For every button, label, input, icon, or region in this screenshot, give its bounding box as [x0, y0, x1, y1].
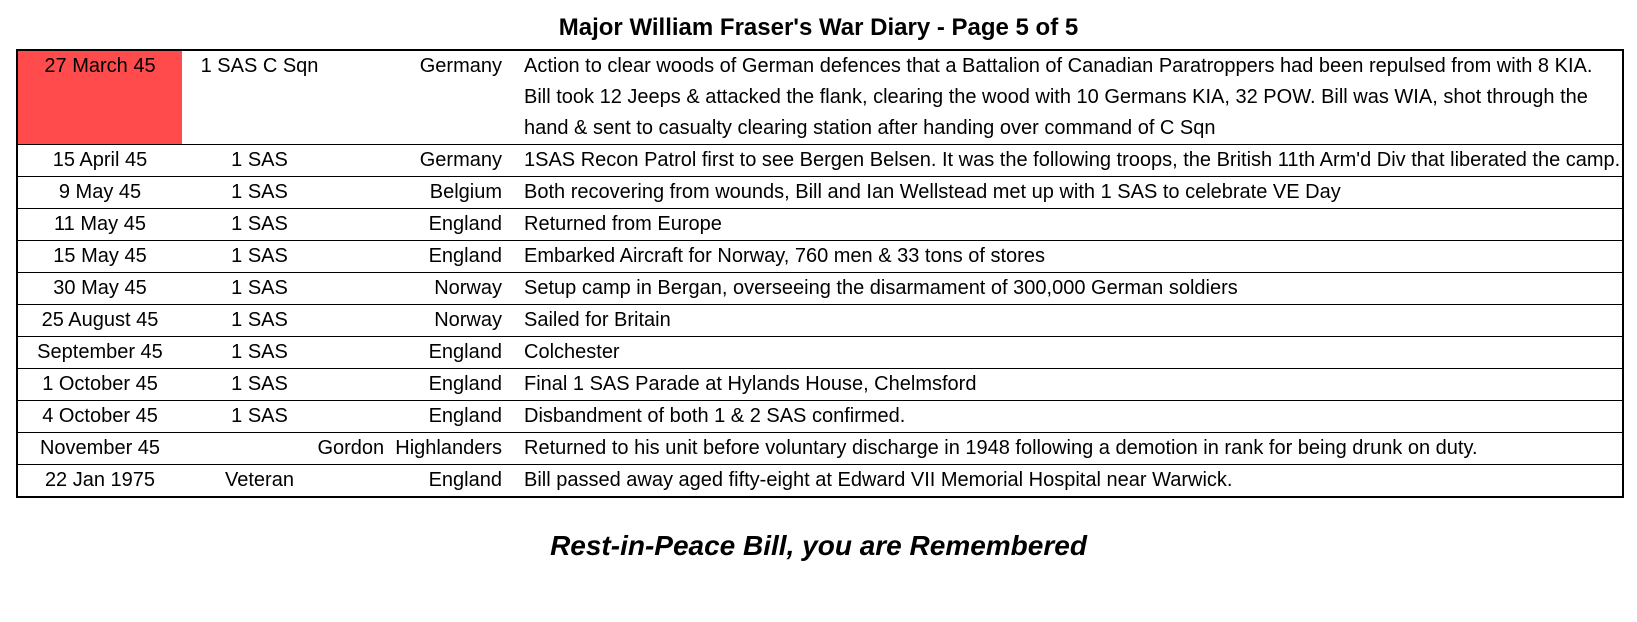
description-cell: Setup camp in Bergan, overseeing the disarmament of 300,000 German soldiers: [524, 277, 1238, 299]
location-cell: England: [428, 469, 502, 491]
description-cell: Final 1 SAS Parade at Hylands House, Chelmsford: [524, 373, 977, 395]
location-cell: Norway: [434, 277, 502, 299]
location-cell: England: [428, 245, 502, 267]
unit-cell: 1 SAS: [231, 181, 288, 203]
description-cell: Colchester: [524, 341, 620, 363]
location-cell: Norway: [434, 309, 502, 331]
table-row: [17, 177, 1623, 209]
table-row: [17, 273, 1623, 305]
unit-cell: 1 SAS: [231, 405, 288, 427]
table-row: [17, 209, 1623, 241]
location-cell: Germany: [419, 55, 502, 77]
unit-cell: Gordon Highlanders: [317, 437, 502, 459]
date-cell: 9 May 45: [58, 181, 142, 203]
description-cell: Sailed for Britain: [524, 309, 671, 331]
location-cell: Germany: [419, 149, 502, 171]
date-cell: 25 August 45: [41, 309, 159, 331]
unit-cell: 1 SAS: [231, 213, 288, 235]
table-row: [17, 305, 1623, 337]
date-cell: 15 April 45: [52, 149, 148, 171]
unit-cell: 1 SAS: [231, 309, 288, 331]
unit-cell: Veteran: [225, 469, 294, 491]
description-cell: 1SAS Recon Patrol first to see Bergen Belsen. It was the following troops, the British 11th Arm'd Div that liberated the camp.: [524, 149, 1621, 171]
location-cell: England: [428, 405, 502, 427]
date-cell: 15 May 45: [53, 245, 147, 267]
unit-cell: 1 SAS: [231, 245, 288, 267]
unit-cell: 1 SAS: [231, 277, 288, 299]
location-cell: England: [428, 341, 502, 363]
table-row: [17, 401, 1623, 433]
date-cell: 30 May 45: [53, 277, 147, 299]
description-cell: Disbandment of both 1 & 2 SAS confirmed.: [524, 405, 906, 427]
date-cell: September 45: [37, 341, 163, 363]
unit-cell: 1 SAS C Sqn: [200, 55, 319, 77]
description-cell: Returned from Europe: [524, 213, 722, 235]
date-cell: 22 Jan 1975: [44, 469, 156, 491]
closing-remembrance-text: Rest-in-Peace Bill, you are Remembered: [550, 530, 1087, 561]
description-cell: Action to clear woods of German defences that a Battalion of Canadian Paratroppers had been repulsed from with 8 KIA. Bill took 12 Jeeps & attacked the flank, clearing the wood with 10 Germans KIA, 32 POW. Bill was WIA, shot through the hand & sent to casualty clearing station after handing over command of C Sqn: [524, 55, 1593, 139]
page-title: Major William Fraser's War Diary - Page 5 of 5: [558, 14, 1079, 41]
diary-table: [16, 49, 1624, 498]
description-cell: Bill passed away aged fifty-eight at Edward VII Memorial Hospital near Warwick.: [524, 469, 1233, 491]
description-cell: Embarked Aircraft for Norway, 760 men & 33 tons of stores: [524, 245, 1045, 267]
location-cell: England: [428, 373, 502, 395]
table-row: [17, 145, 1623, 177]
date-cell: November 45: [39, 437, 161, 459]
table-row: [17, 465, 1623, 498]
location-cell: England: [428, 213, 502, 235]
table-row: [17, 50, 1623, 145]
date-cell: 11 May 45: [54, 213, 146, 235]
unit-cell: 1 SAS: [231, 149, 288, 171]
date-cell: 1 October 45: [42, 373, 158, 395]
date-cell: 27 March 45: [17, 50, 182, 145]
location-cell: Belgium: [429, 181, 502, 203]
description-cell: Both recovering from wounds, Bill and Ian Wellstead met up with 1 SAS to celebrate VE Day: [524, 181, 1341, 203]
table-row: [17, 369, 1623, 401]
table-row: [17, 241, 1623, 273]
unit-cell: 1 SAS: [231, 373, 288, 395]
description-cell: Returned to his unit before voluntary discharge in 1948 following a demotion in rank for being drunk on duty.: [524, 437, 1478, 459]
date-cell: 4 October 45: [42, 405, 158, 427]
table-row: [17, 433, 1623, 465]
table-row: [17, 337, 1623, 369]
unit-cell: 1 SAS: [231, 341, 288, 363]
